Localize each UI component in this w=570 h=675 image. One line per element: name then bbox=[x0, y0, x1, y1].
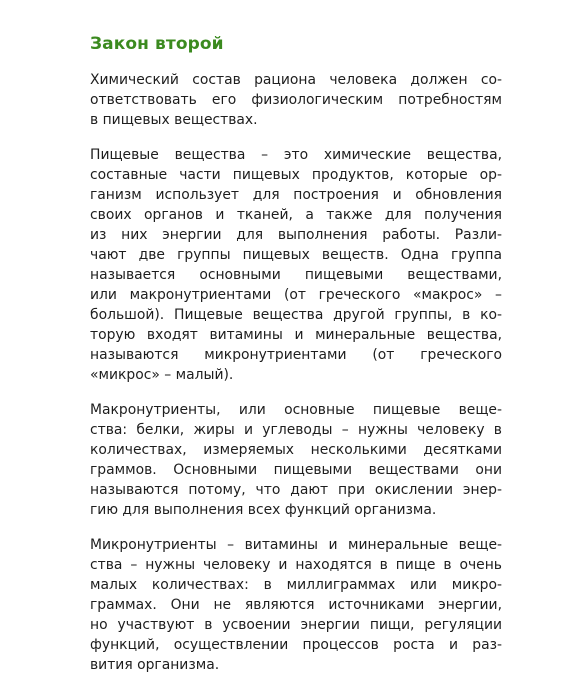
term-nutrients: Пищевые вещества bbox=[90, 147, 246, 163]
text-line: ства – нужны человеку и находятся в пище в очень bbox=[90, 557, 502, 573]
text-line: Макронутриенты, или основные пищевые веще- bbox=[90, 402, 502, 418]
text-line: называется основными пищевыми веществами, bbox=[90, 267, 502, 283]
paragraph-nutrients bbox=[90, 145, 502, 385]
text-line: в пищевых веществах. bbox=[90, 112, 258, 128]
text-line: Пищевые вещества – это химические вещества, bbox=[90, 147, 502, 163]
text-line: вития организма. bbox=[90, 657, 220, 673]
text-line: но участвуют в усвоении энергии пищи, регуляции bbox=[90, 617, 502, 633]
paragraph-intro bbox=[90, 70, 502, 130]
paragraph-micronutrients bbox=[90, 535, 502, 675]
section-heading: Закон второй bbox=[90, 34, 224, 54]
text-line: ответствовать его физиологическим потребностям bbox=[90, 92, 502, 108]
text-line: называются потому, что дают при окислении энер- bbox=[90, 482, 502, 498]
text-line: называются микронутриентами (от греческого bbox=[90, 347, 502, 363]
text-line: своих органов и тканей, а также для получения bbox=[90, 207, 502, 223]
text-line: Химический состав рациона человека должен со- bbox=[90, 72, 502, 88]
text-line: торую входят витамины и минеральные вещества, bbox=[90, 327, 502, 343]
text-line: «микрос» – малый). bbox=[90, 367, 234, 383]
text-line: граммов. Основными пищевыми веществами они bbox=[90, 462, 502, 478]
paragraph-macronutrients bbox=[90, 400, 502, 520]
text-line: гию для выполнения всех функций организма. bbox=[90, 502, 437, 518]
text-line: из них энергии для выполнения работы. Разли- bbox=[90, 227, 502, 243]
text-line: функций, осуществлении процессов роста и раз- bbox=[90, 637, 502, 653]
text-line: составные части пищевых продуктов, которые ор- bbox=[90, 167, 502, 183]
text-line: Микронутриенты – витамины и минеральные веще- bbox=[90, 537, 502, 553]
text-line: чают две группы пищевых веществ. Одна группа bbox=[90, 247, 502, 263]
text-line: малых количествах: в миллиграммах или микро- bbox=[90, 577, 502, 593]
text-line: количествах, измеряемых несколькими десятками bbox=[90, 442, 502, 458]
text-line: большой). Пищевые вещества другой группы, в ко- bbox=[90, 307, 502, 323]
term-micronutrients: Микронутриенты bbox=[90, 537, 217, 553]
text-line: ства: белки, жиры и углеводы – нужны человеку в bbox=[90, 422, 502, 438]
term-macronutrients: Макронутриенты bbox=[90, 402, 217, 418]
text-line: или макронутриентами (от греческого «макрос» – bbox=[90, 287, 502, 303]
text-line: ганизм использует для построения и обновления bbox=[90, 187, 502, 203]
text-line: граммах. Они не являются источниками энергии, bbox=[90, 597, 502, 613]
